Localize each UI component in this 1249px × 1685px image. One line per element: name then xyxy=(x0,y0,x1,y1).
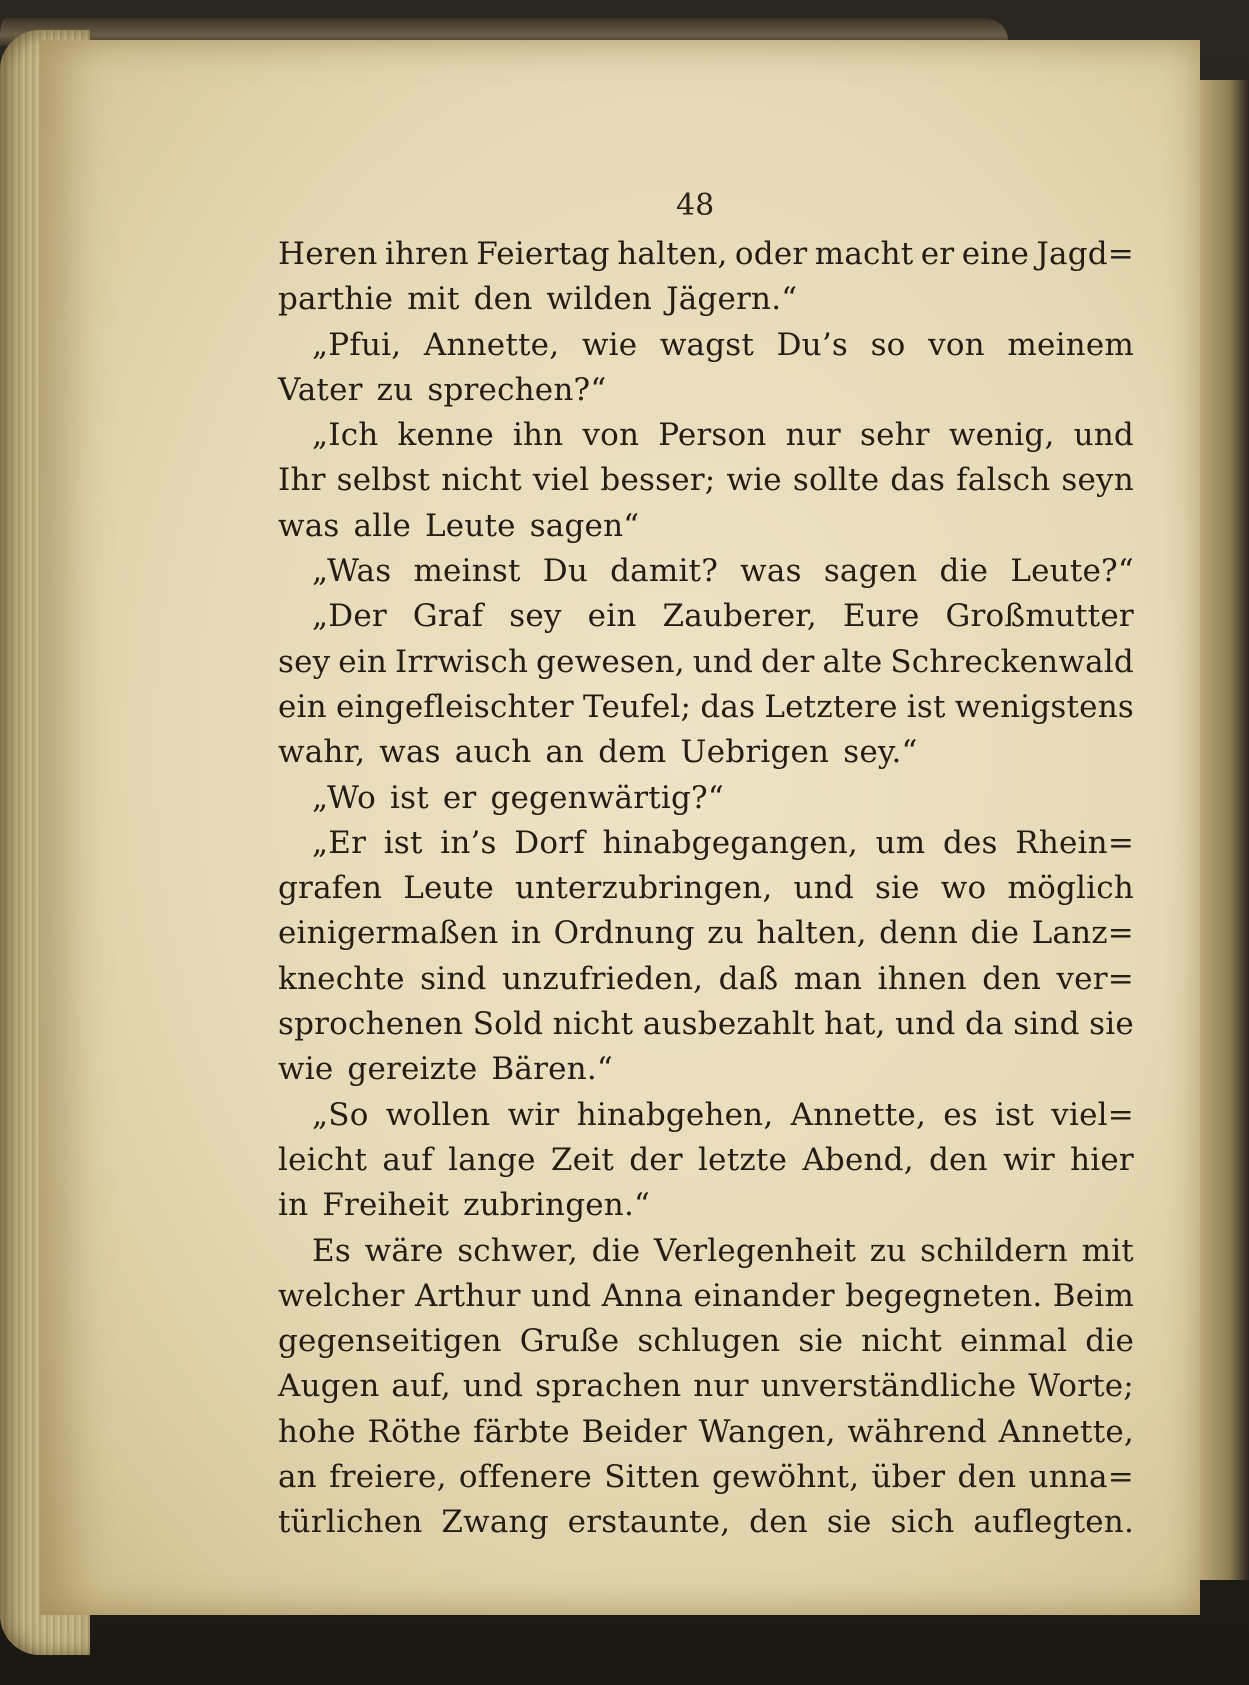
text-line: Vater zu sprechen?“ xyxy=(278,371,607,408)
text-line: gegenseitigen Gruße schlugen sie nicht einmal die xyxy=(278,1323,1134,1360)
text-line: Augen auf, und sprachen nur unverständliche Worte; xyxy=(278,1368,1134,1405)
text-line: parthie mit den wilden Jägern.“ xyxy=(278,281,798,318)
text-line: „Der Graf sey ein Zauberer, Eure Großmutter xyxy=(312,598,1134,635)
text-line: „Ich kenne ihn von Person nur sehr wenig, und xyxy=(312,417,1134,454)
text-line: welcher Arthur und Anna einander begegneten. Beim xyxy=(278,1277,1134,1314)
text-line: grafen Leute unterzubringen, und sie wo möglich xyxy=(278,870,1134,907)
text-line: sprochenen Sold nicht ausbezahlt hat, und da sind sie xyxy=(278,1006,1134,1043)
text-line: wahr, was auch an dem Uebrigen sey.“ xyxy=(278,734,918,771)
page-number: 48 xyxy=(676,188,715,223)
text-line: Ihr selbst nicht viel besser; wie sollte das falsch seyn xyxy=(278,462,1134,499)
text-line: knechte sind unzufrieden, daß man ihnen den ver= xyxy=(278,960,1134,997)
text-line: „Wo ist er gegenwärtig?“ xyxy=(312,779,724,816)
text-line: „Was meinst Du damit? was sagen die Leute?“ xyxy=(312,553,1134,590)
text-line: hohe Röthe färbte Beider Wangen, während Annette, xyxy=(278,1413,1134,1450)
text-line: „Er ist in’s Dorf hinabgegangen, um des Rhein= xyxy=(312,824,1134,861)
text-line: ein eingefleischter Teufel; das Letztere ist wenigstens xyxy=(278,688,1134,725)
text-line: in Freiheit zubringen.“ xyxy=(278,1187,651,1224)
text-line: türlichen Zwang erstaunte, den sie sich auflegten. xyxy=(278,1504,1134,1541)
text-line: Heren ihren Feiertag halten, oder macht er eine Jagd= xyxy=(278,236,1134,272)
text-line: „Pfui, Annette, wie wagst Du’s so von meinem xyxy=(312,326,1134,363)
text-line: „So wollen wir hinabgehen, Annette, es ist viel= xyxy=(312,1096,1134,1133)
text-line: sey ein Irrwisch gewesen, und der alte Schreckenwald xyxy=(278,643,1134,680)
text-line: an freiere, offenere Sitten gewöhnt, über den unna= xyxy=(278,1459,1134,1496)
book-gutter xyxy=(1200,80,1249,1580)
text-line: was alle Leute sagen“ xyxy=(278,507,640,544)
text-line: wie gereizte Bären.“ xyxy=(278,1051,613,1088)
text-line: leicht auf lange Zeit der letzte Abend, den wir hier xyxy=(278,1141,1134,1178)
body-text xyxy=(278,232,1134,1546)
text-line: Es wäre schwer, die Verlegenheit zu schildern mit xyxy=(312,1232,1134,1269)
text-line: einigermaßen in Ordnung zu halten, denn die Lanz= xyxy=(278,915,1134,952)
